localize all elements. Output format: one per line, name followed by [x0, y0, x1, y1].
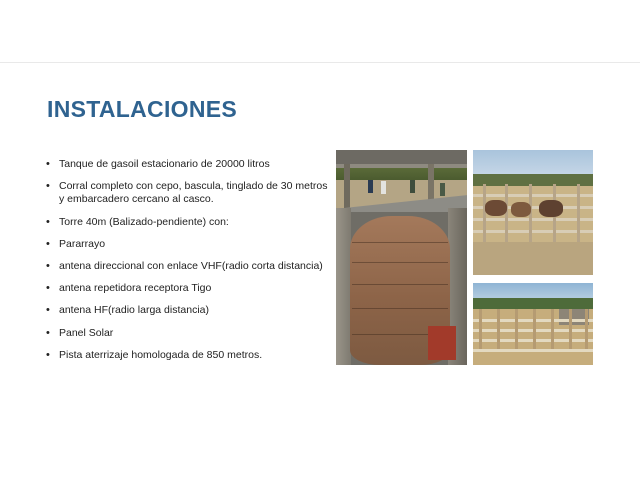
bullet-marker-icon: •	[46, 348, 50, 361]
page-title: INSTALACIONES	[47, 96, 238, 122]
list-item	[44, 327, 329, 340]
list-item	[44, 216, 329, 229]
photo-cattle-chute	[336, 150, 467, 365]
list-item-label: antena HF(radio larga distancia)	[59, 304, 209, 317]
bullet-marker-icon: •	[46, 326, 50, 339]
list-item	[44, 349, 329, 362]
bullet-list	[44, 158, 329, 371]
list-item-label: Pista aterrizaje homologada de 850 metros.	[59, 348, 263, 361]
list-item-label: Pararrayo	[59, 237, 106, 250]
list-item-label: Panel Solar	[59, 326, 114, 339]
bullet-marker-icon: •	[46, 180, 50, 193]
list-item-label: Tanque de gasoil estacionario de 20000 litros	[59, 158, 270, 170]
bullet-marker-icon: •	[46, 282, 50, 295]
slide-header-band	[0, 0, 640, 63]
list-item	[44, 260, 329, 273]
photo-corral-panorama	[473, 283, 593, 365]
list-item-label: Corral completo con cepo, bascula, tinglado de 30 metros y embarcadero cercano al casco.	[59, 180, 328, 206]
bullet-marker-icon: •	[46, 215, 50, 228]
list-item	[44, 304, 329, 317]
list-item	[44, 282, 329, 295]
list-item-label: antena repetidora receptora Tigo	[59, 282, 212, 295]
bullet-marker-icon: •	[46, 304, 50, 317]
list-item	[44, 180, 329, 206]
list-item	[44, 238, 329, 251]
bullet-marker-icon: •	[46, 237, 50, 250]
bullet-marker-icon: •	[46, 260, 50, 273]
list-item-label: Torre 40m (Balizado-pendiente) con:	[59, 215, 229, 228]
bullet-marker-icon: •	[46, 158, 50, 170]
list-item-label: antena direccional con enlace VHF(radio corta distancia)	[59, 260, 323, 273]
list-item	[44, 158, 329, 171]
photo-corral-fence	[473, 150, 593, 275]
